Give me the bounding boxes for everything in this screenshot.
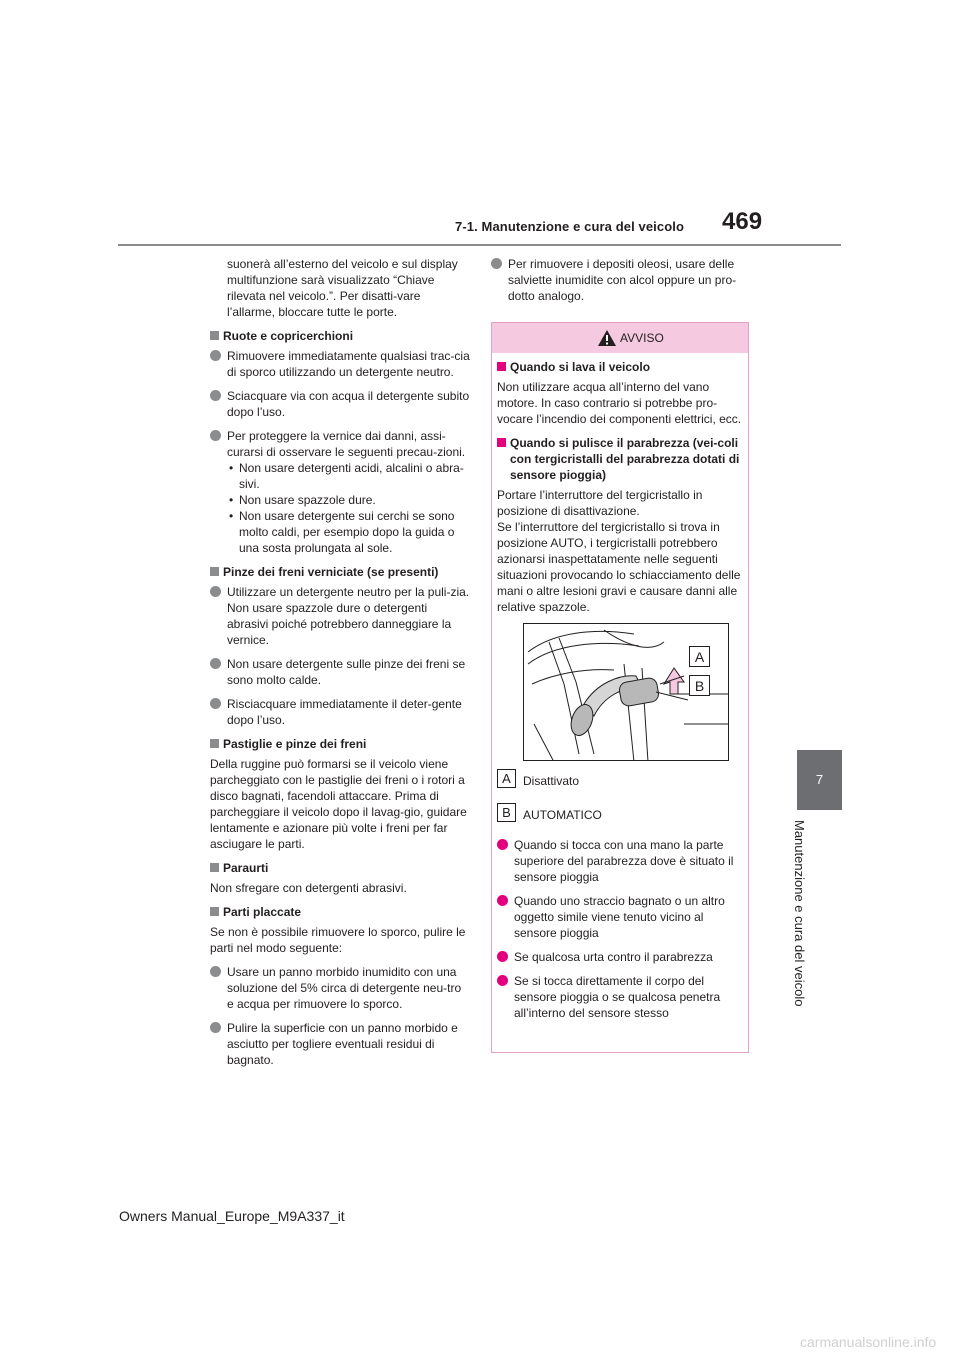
legend-row-b bbox=[497, 803, 743, 829]
round-bullet-icon bbox=[210, 586, 221, 597]
header-divider bbox=[118, 244, 841, 246]
callout-a: A bbox=[689, 646, 710, 667]
round-bullet-icon bbox=[210, 698, 221, 709]
square-bullet-icon bbox=[210, 739, 219, 748]
round-bullet-icon bbox=[210, 1022, 221, 1033]
list-item: Sciacquare via con acqua il detergente subito dopo l’uso. bbox=[210, 388, 470, 420]
right-column bbox=[491, 256, 756, 312]
list-item: Non usare detergente sulle pinze dei freni se sono molto calde. bbox=[210, 656, 470, 688]
wash-heading: Quando si lava il veicolo bbox=[497, 359, 743, 375]
watermark: carmanualsonline.info bbox=[800, 1334, 937, 1350]
round-bullet-icon bbox=[210, 430, 221, 441]
warning-box bbox=[491, 322, 749, 1053]
list-item: Usare un panno morbido inumidito con una soluzione del 5% circa di detergente neu-tro e acqua per rimuovere lo sporco. bbox=[210, 964, 470, 1012]
left-column bbox=[210, 256, 470, 1076]
wiper-switch-illustration bbox=[523, 623, 729, 761]
round-bullet-icon bbox=[210, 658, 221, 669]
bumpers-paragraph: Non sfregare con detergenti abrasivi. bbox=[210, 881, 407, 895]
pads-paragraph: Della ruggine può formarsi se il veicolo viene parcheggiato con le pastiglie dei freni o i rotori a disco bagnati, facendoli attaccare. Prima di parcheggiare il veicolo dopo il lavag-gio, guidare lentamente e azionare più volte i freni per far asciugare le parti. bbox=[210, 757, 467, 851]
windshield-heading: Quando si pulisce il parabrezza (vei-coli con tergicristalli del parabrezza dotati di sensore pioggia) bbox=[497, 435, 743, 483]
chapter-number: 7 bbox=[815, 772, 824, 787]
wheels-heading: Ruote e copricerchioni bbox=[210, 328, 470, 344]
sub-list-item: • Non usare detergente sui cerchi se sono molto caldi, per esempio dopo la guida o una sosta prolungata al sole. bbox=[227, 508, 470, 556]
chapter-label: Manutenzione e cura del veicolo bbox=[792, 820, 807, 1007]
round-bullet-icon bbox=[497, 951, 508, 962]
legend-text-a: Disattivato bbox=[523, 774, 580, 788]
chapter-tab bbox=[797, 750, 842, 810]
square-bullet-icon bbox=[497, 362, 506, 371]
sub-list-item: • Non usare spazzole dure. bbox=[227, 492, 470, 508]
precaution-list bbox=[227, 460, 470, 556]
sub-list-item: • Non usare detergenti acidi, alcalini o abra-sivi. bbox=[227, 460, 470, 492]
square-bullet-icon bbox=[210, 863, 219, 872]
list-item: Risciacquare immediatamente il deter-gente dopo l’uso. bbox=[210, 696, 470, 728]
square-bullet-icon bbox=[210, 331, 219, 340]
list-item: Quando uno straccio bagnato o un altro oggetto simile viene tenuto vicino al sensore pioggia bbox=[497, 893, 743, 941]
legend-key-b: B bbox=[497, 803, 516, 822]
page-number: 469 bbox=[722, 208, 763, 235]
list-item: Rimuovere immediatamente qualsiasi trac-cia di sporco utilizzando un detergente neutro. bbox=[210, 348, 470, 380]
intro-paragraph: suonerà all’esterno del veicolo e sul display multifunzione sarà visualizzato “Chiave rilevata nel veicolo.”. Per disatti-vare l’allarme, bloccare tutte le porte. bbox=[227, 257, 458, 319]
round-bullet-icon bbox=[210, 350, 221, 361]
section-title: 7-1. Manutenzione e cura del veicolo bbox=[455, 219, 684, 234]
plated-heading: Parti placcate bbox=[210, 904, 470, 920]
wash-paragraph: Non utilizzare acqua all’interno del vano motore. In caso contrario si potrebbe pro-vocare l’incendio dei componenti elettrici, ecc. bbox=[497, 380, 742, 426]
warning-body bbox=[492, 353, 748, 1021]
list-item: Per rimuovere i depositi oleosi, usare delle salviette inumidite con alcol oppure un pro-dotto analogo. bbox=[491, 256, 756, 304]
square-bullet-icon bbox=[210, 567, 219, 576]
round-bullet-icon bbox=[497, 975, 508, 986]
square-bullet-icon bbox=[210, 907, 219, 916]
round-bullet-icon bbox=[497, 839, 508, 850]
round-bullet-icon bbox=[210, 966, 221, 977]
pads-heading: Pastiglie e pinze dei freni bbox=[210, 736, 470, 752]
document-footer: Owners Manual_Europe_M9A337_it bbox=[119, 1208, 345, 1224]
list-item: Quando si tocca con una mano la parte superiore del parabrezza dove è situato il sensore pioggia bbox=[497, 837, 743, 885]
list-item: Per proteggere la vernice dai danni, assi-curarsi di osservare le seguenti precau-zioni. • Non usare detergenti acidi, alcalini o abra-sivi. • Non usare spazzole dure. • Non usare detergente sui cerchi se sono molto caldi, per esempio dopo la guida o una sosta prolungata al sole. bbox=[210, 428, 470, 556]
bumpers-heading: Paraurti bbox=[210, 860, 470, 876]
list-item: Se si tocca direttamente il corpo del sensore pioggia o se qualcosa penetra all’interno del sensore stesso bbox=[497, 973, 743, 1021]
round-bullet-icon bbox=[491, 258, 502, 269]
warning-title: AVVISO bbox=[620, 331, 664, 345]
plated-paragraph: Se non è possibile rimuovere lo sporco, pulire le parti nel modo seguente: bbox=[210, 925, 466, 955]
warning-triangle-icon bbox=[598, 330, 616, 346]
warning-header bbox=[492, 323, 748, 353]
legend-row-a bbox=[497, 769, 743, 795]
legend-key-a: A bbox=[497, 769, 516, 788]
list-item: Utilizzare un detergente neutro per la puli-zia. Non usare spazzole dure o detergenti abrasivi poiché potrebbero danneggiare la vernice. bbox=[210, 584, 470, 648]
windshield-paragraph: Portare l’interruttore del tergicristallo in posizione di disattivazione. Se l’interruttore del tergicristallo si trova in posizione AUTO, i tergicristalli potrebbero azionarsi inaspettatamente nelle seguenti situazioni provocando lo schiacciamento delle mani o altre lesioni gravi e causare danni alle relative spazzole. bbox=[497, 488, 741, 614]
list-item: Pulire la superficie con un panno morbido e asciutto per togliere eventuali residui di bagnato. bbox=[210, 1020, 470, 1068]
callout-b: B bbox=[689, 675, 710, 696]
round-bullet-icon bbox=[497, 895, 508, 906]
legend-text-b: AUTOMATICO bbox=[523, 808, 602, 822]
calipers-heading: Pinze dei freni verniciate (se presenti) bbox=[210, 564, 470, 580]
list-item: Se qualcosa urta contro il parabrezza bbox=[497, 949, 743, 965]
square-bullet-icon bbox=[497, 438, 506, 447]
round-bullet-icon bbox=[210, 390, 221, 401]
